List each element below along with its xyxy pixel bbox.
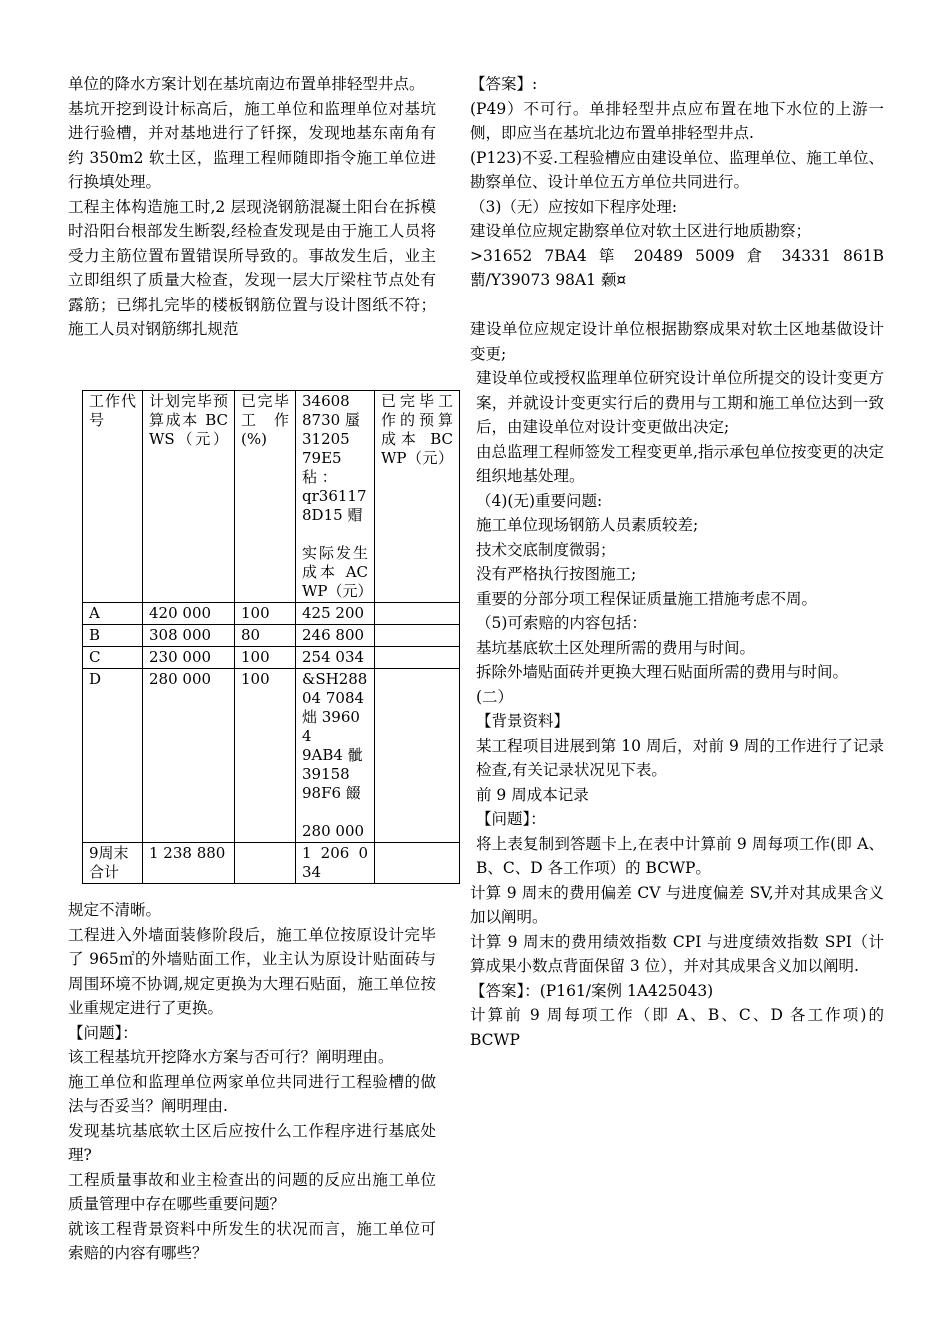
paragraph: (P49）不可行。单排轻型井点应布置在地下水位的上游一侧，即应当在基坑北边布置单排轻型井点. (470, 99, 884, 142)
paragraph: 建设单位或授权监理单位研究设计单位所提交的设计变更方案，并就设计变更实行后的费用与工期和施工单位达到一致后，由建设单位对设计变更做出决定; (476, 369, 884, 436)
paragraph: （3)（无）应按如下程序处理: (470, 197, 678, 216)
question-item: 计算 9 周末的费用偏差 CV 与进度偏差 SV,并对其成果含义加以阐明。 (470, 883, 884, 926)
question-item: 发现基坑基底软土区后应按什么工作程序进行基底处理? (68, 1121, 436, 1164)
cell-acwp: 246 800 (296, 625, 375, 647)
list-item: 基坑基底软土区处理所需的费用与时间。 (476, 638, 756, 657)
question-item: 施工单位和监理单位两家单位共同进行工程验槽的做法与否妥当？阐明理由. (68, 1072, 436, 1115)
cell-acwp: 1 206 034 (296, 843, 375, 884)
garbled-text: 34608 (302, 392, 350, 410)
question-item: 该工程基坑开挖降水方案与否可行？阐明理由。 (68, 1048, 394, 1066)
section-heading: (二） (476, 687, 514, 706)
question-item: 工程质量事故和业主检查出的问题的反应出施工单位质量管理中存在哪些重要问题？ (68, 1170, 436, 1213)
paragraph: 单位的降水方案计划在基坑南边布置单排轻型井点。 (68, 75, 425, 93)
table-row (83, 625, 460, 647)
cell-bcwp (375, 603, 460, 625)
header-acwp (296, 391, 375, 603)
cell-acwp (296, 669, 375, 843)
garbled-text: 炪 39604 (302, 708, 360, 745)
garbled-text: 98F6 餟 (302, 784, 361, 802)
garbled-text: >31652 7BA4 筚 20489 5009 倉 34331 861B 藅/Y39073 98A1 颡¤ (470, 246, 884, 289)
cell-code: B (83, 625, 143, 647)
paragraph: 工程主体构造施工时,2 层现浇钢筋混凝土阳台在拆模时沿阳台根部发生断裂,经检查发现是由于施工人员将受力主筋位置布置错误所导致的。事故发生后，业主立即组织了质量大检查，发现一层大厅梁柱节点处有露筋；已绑扎完毕的楼板钢筋位置与设计图纸不符；施工人员对钢筋绑扎规范 (68, 197, 436, 338)
paragraph: 规定不清晰。 (68, 901, 162, 919)
table-row (83, 603, 460, 625)
garbled-text: 9AB4 骴 (302, 746, 363, 764)
garbled-text: qr36117 (302, 487, 367, 505)
cost-table (82, 390, 460, 884)
paragraph: （5)可索赔的内容包括： (476, 614, 647, 632)
answer-heading: 【答案】: (470, 75, 538, 93)
cell-code: 9周末合计 (83, 843, 143, 884)
paragraph: 计算前 9 周每项工作（即 A、B、C、D 各工作项)的 BCWP (470, 1006, 884, 1049)
garbled-text: 秥 ： (302, 468, 337, 486)
cell-acwp: 254 034 (296, 647, 375, 669)
question-item: 就该工程背景资料中所发生的状况而言，施工单位可索赔的内容有哪些？ (68, 1219, 436, 1262)
question-item: 将上表复制到答题卡上,在表中计算前 9 周每项工作(即 A、B、C、D 各工作项）的 BCWP。 (476, 834, 884, 877)
cell-bcws: 230 000 (143, 647, 235, 669)
cell-code: D (83, 669, 143, 843)
cell-bcwp (375, 669, 460, 843)
header-work-code: 工作代号 (83, 391, 143, 603)
table-header-row (83, 391, 460, 603)
cell-bcwp (375, 625, 460, 647)
cell-acwp: 425 200 (296, 603, 375, 625)
list-item: 拆除外墙贴面砖并更换大理石贴面所需的费用与时间。 (476, 663, 849, 681)
garbled-text: &SH288 (302, 670, 368, 688)
garbled-text: 8730 蜃 (302, 411, 360, 429)
paragraph: 建设单位应规定设计单位根据勘察成果对软土区地基做设计变更; (470, 320, 884, 363)
cell-bcws: 280 000 (143, 669, 235, 843)
acwp-value: 280 000 (302, 822, 365, 840)
garbled-text: 8D15 赗 (302, 506, 363, 524)
paragraph: （4)(无)重要问题: (476, 491, 603, 510)
list-item: 没有严格执行按图施工; (476, 565, 637, 583)
list-item: 技术交底制度微弱； (476, 540, 616, 559)
question-heading: 【问题】： (476, 810, 546, 828)
cell-percent: 100 (235, 647, 296, 669)
list-item: 施工单位现场钢筋人员素质较差; (476, 516, 699, 534)
cell-percent (235, 843, 296, 884)
cell-bcws: 308 000 (143, 625, 235, 647)
paragraph: 工程进入外墙面装修阶段后，施工单位按原设计完毕了 965㎡的外墙贴面工作，业主认为原设计贴面砖与周围环境不协调,规定更换为大理石贴面，施工单位按业重规定进行了更换。 (68, 925, 436, 1017)
header-bcws: 计划完毕预算成本 BCWS（元） (143, 391, 235, 603)
cell-percent: 100 (235, 603, 296, 625)
left-column-top (68, 72, 436, 342)
paragraph: 由总监理工程师签发工程变更单,指示承包单位按变更的决定组织地基处理。 (476, 442, 884, 485)
cell-percent: 80 (235, 625, 296, 647)
paragraph: 某工程项目进展到第 10 周后，对前 9 周的工作进行了记录检查,有关记录状况见下表。 (476, 736, 884, 779)
cell-bcws: 1 238 880 (143, 843, 235, 884)
cell-code: A (83, 603, 143, 625)
header-percent-complete: 已完毕工作(%) (235, 391, 296, 603)
question-item: 计算 9 周末的费用绩效指数 CPI 与进度绩效指数 SPI（计算成果小数点背面保留 3 位），并对其成果含义加以阐明. (470, 932, 884, 975)
question-heading: 【问题】： (68, 1023, 138, 1042)
cell-percent: 100 (235, 669, 296, 843)
paragraph: 基坑开挖到设计标高后，施工单位和监理单位对基坑进行验槽，并对基地进行了钎探，发现地基东南角有约 350m2 软土区，监理工程师随即指令施工单位进行换填处理。 (68, 99, 436, 191)
list-item: 重要的分部分项工程保证质量施工措施考虑不周。 (476, 589, 818, 608)
table-caption: 前 9 周成本记录 (476, 785, 589, 804)
table-total-row (83, 843, 460, 884)
garbled-text: 04 7084 (302, 689, 365, 707)
left-column-bottom (68, 898, 436, 1266)
table-row (83, 647, 460, 669)
garbled-text: 79E5 (302, 449, 342, 467)
cell-bcwp (375, 647, 460, 669)
header-bcwp: 已完毕工作的预算成本 BCWP（元） (375, 391, 460, 603)
garbled-text: 31205 (302, 430, 350, 448)
paragraph: 建设单位应规定勘察单位对软土区进行地质勘察； (470, 222, 812, 240)
cell-bcwp (375, 843, 460, 884)
table-row (83, 669, 460, 843)
answer-heading: 【答案】：(P161/案例 1A425043) (470, 981, 714, 1000)
cell-bcws: 420 000 (143, 603, 235, 625)
cell-code: C (83, 647, 143, 669)
header-acwp-label: 实际发生成本 ACWP（元） (302, 544, 373, 600)
right-column (470, 72, 884, 1052)
paragraph: (P123)不妥.工程验槽应由建设单位、监理单位、施工单位、勘察单位、设计单位五方单位共同进行。 (470, 148, 884, 191)
garbled-text: 39158 (302, 765, 350, 783)
background-heading: 【背景资料】 (476, 712, 570, 730)
